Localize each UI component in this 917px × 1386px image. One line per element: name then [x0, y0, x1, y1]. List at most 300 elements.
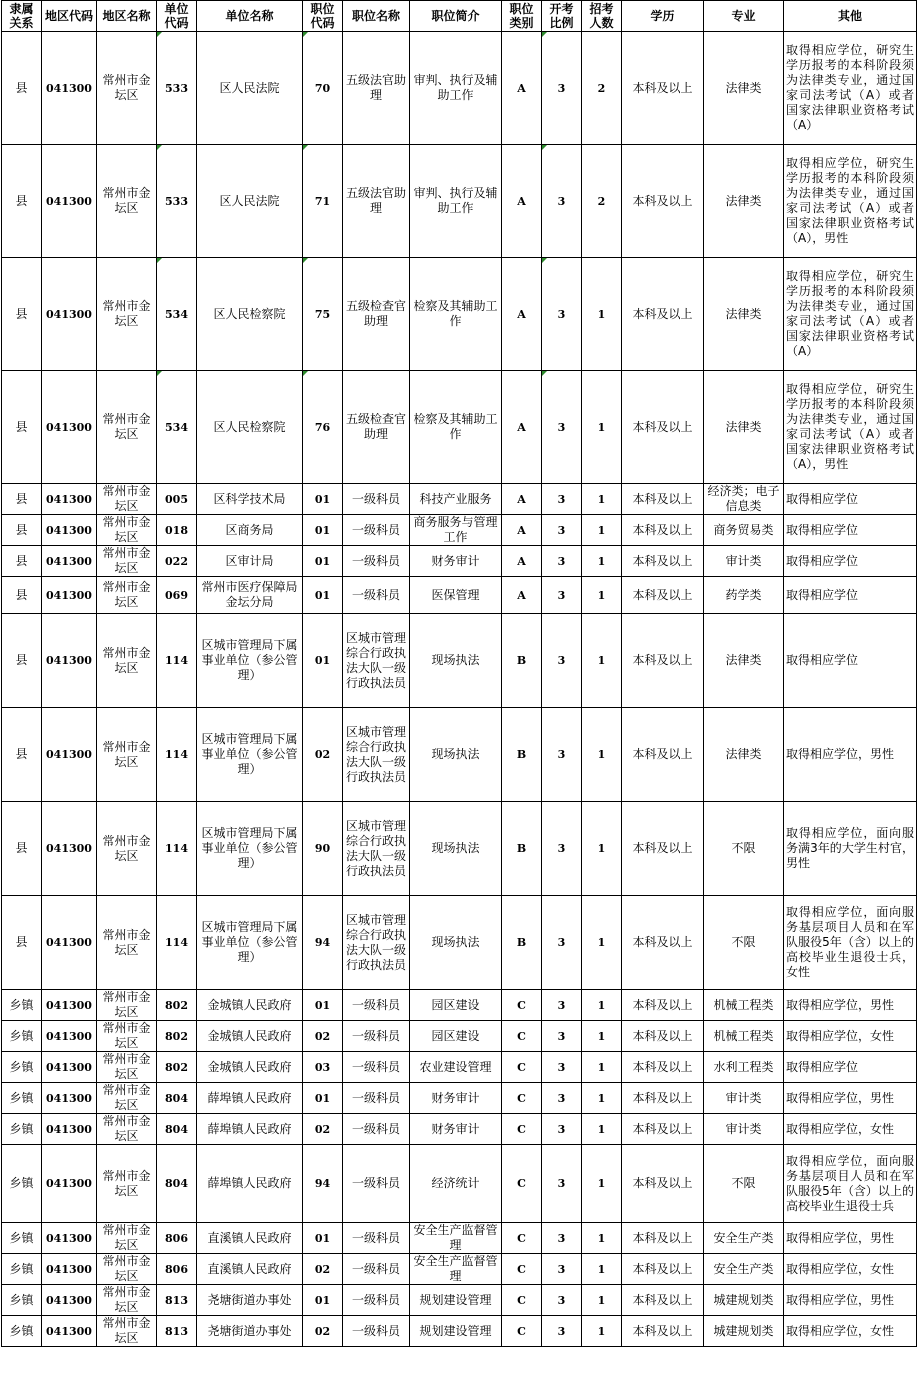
unit-name-cell: 区科学技术局 [197, 484, 303, 515]
area-name-cell: 常州市金坛区 [97, 546, 157, 577]
position-code-cell: 71 [303, 145, 343, 258]
other-requirements-cell: 取得相应学位，女性 [784, 1114, 917, 1145]
position-intro-cell: 农业建设管理 [410, 1052, 502, 1083]
major-cell: 机械工程类 [704, 990, 784, 1021]
area-code-cell: 041300 [42, 896, 97, 990]
unit-name-cell: 直溪镇人民政府 [197, 1223, 303, 1254]
ratio-cell: 3 [542, 371, 582, 484]
position-intro-cell: 医保管理 [410, 577, 502, 614]
relation-cell: 县 [2, 546, 42, 577]
other-requirements-cell: 取得相应学位，研究生学历报考的本科阶段须为法律类专业，通过国家司法考试（A）或者国家法律职业资格考试（A） [784, 32, 917, 145]
category-cell: C [502, 1021, 542, 1052]
position-code-cell: 02 [303, 1021, 343, 1052]
area-name-cell: 常州市金坛区 [97, 258, 157, 371]
other-requirements-cell: 取得相应学位，研究生学历报考的本科阶段须为法律类专业，通过国家司法考试（A）或者国家法律职业资格考试（A），男性 [784, 371, 917, 484]
position-name-cell: 一级科员 [343, 546, 410, 577]
relation-cell: 县 [2, 708, 42, 802]
ratio-cell: 3 [542, 708, 582, 802]
other-requirements-cell: 取得相应学位，男性 [784, 1083, 917, 1114]
major-cell: 机械工程类 [704, 1021, 784, 1052]
table-row [2, 371, 917, 484]
other-requirements-cell: 取得相应学位，面向服务基层项目人员和在军队服役5年（含）以上的高校毕业生退役士兵 [784, 1145, 917, 1223]
area-code-cell: 041300 [42, 1083, 97, 1114]
position-name-cell: 一级科员 [343, 1083, 410, 1114]
area-name-cell: 常州市金坛区 [97, 1145, 157, 1223]
area-name-cell: 常州市金坛区 [97, 32, 157, 145]
relation-cell: 乡镇 [2, 1021, 42, 1052]
category-cell: A [502, 515, 542, 546]
education-cell: 本科及以上 [622, 32, 704, 145]
category-cell: A [502, 371, 542, 484]
position-name-cell: 一级科员 [343, 1254, 410, 1285]
position-intro-cell: 现场执法 [410, 614, 502, 708]
table-row [2, 1083, 917, 1114]
ratio-cell: 3 [542, 1114, 582, 1145]
relation-cell: 乡镇 [2, 1083, 42, 1114]
table-row [2, 484, 917, 515]
education-cell: 本科及以上 [622, 990, 704, 1021]
table-row [2, 990, 917, 1021]
major-cell: 药学类 [704, 577, 784, 614]
education-cell: 本科及以上 [622, 577, 704, 614]
major-cell: 不限 [704, 802, 784, 896]
area-name-cell: 常州市金坛区 [97, 484, 157, 515]
position-intro-cell: 现场执法 [410, 802, 502, 896]
category-cell: C [502, 1285, 542, 1316]
major-cell: 法律类 [704, 614, 784, 708]
position-intro-cell: 现场执法 [410, 896, 502, 990]
area-name-cell: 常州市金坛区 [97, 1223, 157, 1254]
major-cell: 城建规划类 [704, 1285, 784, 1316]
unit-code-cell: 018 [157, 515, 197, 546]
unit-name-cell: 金城镇人民政府 [197, 1021, 303, 1052]
area-name-cell: 常州市金坛区 [97, 1316, 157, 1347]
unit-name-cell: 区城市管理局下属事业单位（参公管理） [197, 708, 303, 802]
category-cell: C [502, 990, 542, 1021]
position-name-cell: 区城市管理综合行政执法大队一级行政执法员 [343, 708, 410, 802]
area-name-cell: 常州市金坛区 [97, 614, 157, 708]
unit-code-cell: 804 [157, 1083, 197, 1114]
position-intro-cell: 园区建设 [410, 1021, 502, 1052]
relation-cell: 县 [2, 258, 42, 371]
position-name-cell: 区城市管理综合行政执法大队一级行政执法员 [343, 802, 410, 896]
other-requirements-cell: 取得相应学位，女性 [784, 1254, 917, 1285]
position-name-cell: 五级法官助理 [343, 145, 410, 258]
position-code-cell: 02 [303, 1316, 343, 1347]
unit-code-cell: 806 [157, 1223, 197, 1254]
category-cell: B [502, 708, 542, 802]
other-requirements-cell: 取得相应学位 [784, 577, 917, 614]
area-code-cell: 041300 [42, 1114, 97, 1145]
header-cell: 招考人数 [582, 1, 622, 32]
category-cell: C [502, 1114, 542, 1145]
header-row [2, 1, 917, 32]
relation-cell: 乡镇 [2, 1052, 42, 1083]
unit-code-cell: 114 [157, 708, 197, 802]
unit-code-cell: 022 [157, 546, 197, 577]
count-cell: 1 [582, 896, 622, 990]
education-cell: 本科及以上 [622, 258, 704, 371]
category-cell: C [502, 1254, 542, 1285]
position-code-cell: 02 [303, 1114, 343, 1145]
relation-cell: 县 [2, 577, 42, 614]
area-name-cell: 常州市金坛区 [97, 515, 157, 546]
education-cell: 本科及以上 [622, 1285, 704, 1316]
unit-name-cell: 区城市管理局下属事业单位（参公管理） [197, 896, 303, 990]
major-cell: 审计类 [704, 1083, 784, 1114]
ratio-cell: 3 [542, 577, 582, 614]
unit-name-cell: 区商务局 [197, 515, 303, 546]
header-cell: 地区名称 [97, 1, 157, 32]
count-cell: 2 [582, 32, 622, 145]
area-name-cell: 常州市金坛区 [97, 1083, 157, 1114]
position-intro-cell: 审判、执行及辅助工作 [410, 145, 502, 258]
area-name-cell: 常州市金坛区 [97, 708, 157, 802]
count-cell: 1 [582, 1052, 622, 1083]
table-row [2, 708, 917, 802]
count-cell: 1 [582, 258, 622, 371]
count-cell: 1 [582, 371, 622, 484]
header-cell: 学历 [622, 1, 704, 32]
unit-code-cell: 533 [157, 32, 197, 145]
position-code-cell: 94 [303, 1145, 343, 1223]
area-code-cell: 041300 [42, 1285, 97, 1316]
count-cell: 1 [582, 802, 622, 896]
area-code-cell: 041300 [42, 1223, 97, 1254]
other-requirements-cell: 取得相应学位，研究生学历报考的本科阶段须为法律类专业，通过国家司法考试（A）或者国家法律职业资格考试（A），男性 [784, 145, 917, 258]
ratio-cell: 3 [542, 1052, 582, 1083]
ratio-cell: 3 [542, 32, 582, 145]
header-cell: 隶属关系 [2, 1, 42, 32]
table-row [2, 145, 917, 258]
position-intro-cell: 财务审计 [410, 1114, 502, 1145]
position-code-cell: 01 [303, 990, 343, 1021]
category-cell: C [502, 1223, 542, 1254]
position-intro-cell: 安全生产监督管理 [410, 1223, 502, 1254]
category-cell: A [502, 258, 542, 371]
ratio-cell: 3 [542, 1223, 582, 1254]
count-cell: 1 [582, 577, 622, 614]
header-cell: 其他 [784, 1, 917, 32]
other-requirements-cell: 取得相应学位，女性 [784, 1021, 917, 1052]
area-code-cell: 041300 [42, 258, 97, 371]
relation-cell: 乡镇 [2, 1285, 42, 1316]
education-cell: 本科及以上 [622, 802, 704, 896]
count-cell: 1 [582, 614, 622, 708]
table-row [2, 614, 917, 708]
position-intro-cell: 商务服务与管理工作 [410, 515, 502, 546]
table-row [2, 896, 917, 990]
unit-code-cell: 114 [157, 802, 197, 896]
table-row [2, 546, 917, 577]
other-requirements-cell: 取得相应学位，女性 [784, 1316, 917, 1347]
other-requirements-cell: 取得相应学位，男性 [784, 708, 917, 802]
category-cell: A [502, 577, 542, 614]
major-cell: 法律类 [704, 371, 784, 484]
table-row [2, 1254, 917, 1285]
position-code-cell: 94 [303, 896, 343, 990]
position-name-cell: 五级检查官助理 [343, 258, 410, 371]
table-row [2, 1052, 917, 1083]
unit-name-cell: 区城市管理局下属事业单位（参公管理） [197, 802, 303, 896]
category-cell: B [502, 896, 542, 990]
header-cell: 开考比例 [542, 1, 582, 32]
unit-name-cell: 薛埠镇人民政府 [197, 1083, 303, 1114]
count-cell: 1 [582, 1254, 622, 1285]
area-name-cell: 常州市金坛区 [97, 1052, 157, 1083]
other-requirements-cell: 取得相应学位，男性 [784, 990, 917, 1021]
ratio-cell: 3 [542, 1254, 582, 1285]
count-cell: 1 [582, 546, 622, 577]
education-cell: 本科及以上 [622, 371, 704, 484]
relation-cell: 县 [2, 802, 42, 896]
major-cell: 商务贸易类 [704, 515, 784, 546]
area-code-cell: 041300 [42, 546, 97, 577]
education-cell: 本科及以上 [622, 1145, 704, 1223]
area-code-cell: 041300 [42, 371, 97, 484]
area-name-cell: 常州市金坛区 [97, 1114, 157, 1145]
header-cell: 职位简介 [410, 1, 502, 32]
position-name-cell: 一级科员 [343, 484, 410, 515]
major-cell: 法律类 [704, 708, 784, 802]
ratio-cell: 3 [542, 546, 582, 577]
ratio-cell: 3 [542, 990, 582, 1021]
area-code-cell: 041300 [42, 32, 97, 145]
position-code-cell: 90 [303, 802, 343, 896]
position-intro-cell: 规划建设管理 [410, 1316, 502, 1347]
relation-cell: 县 [2, 484, 42, 515]
category-cell: A [502, 145, 542, 258]
category-cell: C [502, 1316, 542, 1347]
major-cell: 不限 [704, 896, 784, 990]
area-code-cell: 041300 [42, 1254, 97, 1285]
education-cell: 本科及以上 [622, 1223, 704, 1254]
major-cell: 水利工程类 [704, 1052, 784, 1083]
other-requirements-cell: 取得相应学位，面向服务基层项目人员和在军队服役5年（含）以上的高校毕业生退役士兵，女性 [784, 896, 917, 990]
area-name-cell: 常州市金坛区 [97, 990, 157, 1021]
position-intro-cell: 检察及其辅助工作 [410, 371, 502, 484]
relation-cell: 县 [2, 896, 42, 990]
position-code-cell: 01 [303, 614, 343, 708]
unit-name-cell: 尧塘街道办事处 [197, 1316, 303, 1347]
count-cell: 1 [582, 1145, 622, 1223]
position-intro-cell: 检察及其辅助工作 [410, 258, 502, 371]
ratio-cell: 3 [542, 1285, 582, 1316]
unit-name-cell: 金城镇人民政府 [197, 990, 303, 1021]
relation-cell: 县 [2, 145, 42, 258]
area-code-cell: 041300 [42, 614, 97, 708]
other-requirements-cell: 取得相应学位 [784, 546, 917, 577]
position-intro-cell: 安全生产监督管理 [410, 1254, 502, 1285]
header-cell: 单位名称 [197, 1, 303, 32]
education-cell: 本科及以上 [622, 1083, 704, 1114]
ratio-cell: 3 [542, 1145, 582, 1223]
position-name-cell: 一级科员 [343, 577, 410, 614]
ratio-cell: 3 [542, 258, 582, 371]
category-cell: A [502, 32, 542, 145]
position-name-cell: 区城市管理综合行政执法大队一级行政执法员 [343, 896, 410, 990]
position-name-cell: 一级科员 [343, 515, 410, 546]
position-name-cell: 五级检查官助理 [343, 371, 410, 484]
ratio-cell: 3 [542, 1021, 582, 1052]
position-code-cell: 76 [303, 371, 343, 484]
relation-cell: 乡镇 [2, 1254, 42, 1285]
count-cell: 1 [582, 1285, 622, 1316]
relation-cell: 乡镇 [2, 1316, 42, 1347]
count-cell: 1 [582, 1021, 622, 1052]
position-code-cell: 01 [303, 1285, 343, 1316]
education-cell: 本科及以上 [622, 1114, 704, 1145]
unit-code-cell: 533 [157, 145, 197, 258]
position-code-cell: 02 [303, 1254, 343, 1285]
education-cell: 本科及以上 [622, 1052, 704, 1083]
count-cell: 1 [582, 708, 622, 802]
major-cell: 城建规划类 [704, 1316, 784, 1347]
unit-name-cell: 金城镇人民政府 [197, 1052, 303, 1083]
area-code-cell: 041300 [42, 515, 97, 546]
table-row [2, 1316, 917, 1347]
other-requirements-cell: 取得相应学位，面向服务满3年的大学生村官，男性 [784, 802, 917, 896]
other-requirements-cell: 取得相应学位 [784, 614, 917, 708]
unit-code-cell: 802 [157, 1052, 197, 1083]
major-cell: 法律类 [704, 258, 784, 371]
area-name-cell: 常州市金坛区 [97, 802, 157, 896]
area-name-cell: 常州市金坛区 [97, 896, 157, 990]
area-name-cell: 常州市金坛区 [97, 1254, 157, 1285]
position-intro-cell: 园区建设 [410, 990, 502, 1021]
count-cell: 1 [582, 1316, 622, 1347]
area-code-cell: 041300 [42, 145, 97, 258]
ratio-cell: 3 [542, 1316, 582, 1347]
position-code-cell: 01 [303, 546, 343, 577]
unit-code-cell: 114 [157, 896, 197, 990]
position-name-cell: 一级科员 [343, 1021, 410, 1052]
area-code-cell: 041300 [42, 577, 97, 614]
header-cell: 职位代码 [303, 1, 343, 32]
unit-code-cell: 802 [157, 1021, 197, 1052]
position-name-cell: 一级科员 [343, 1052, 410, 1083]
unit-name-cell: 区人民检察院 [197, 258, 303, 371]
category-cell: A [502, 484, 542, 515]
category-cell: B [502, 802, 542, 896]
relation-cell: 县 [2, 371, 42, 484]
relation-cell: 乡镇 [2, 1145, 42, 1223]
ratio-cell: 3 [542, 1083, 582, 1114]
ratio-cell: 3 [542, 484, 582, 515]
category-cell: C [502, 1052, 542, 1083]
other-requirements-cell: 取得相应学位，男性 [784, 1223, 917, 1254]
other-requirements-cell: 取得相应学位，男性 [784, 1285, 917, 1316]
ratio-cell: 3 [542, 802, 582, 896]
area-code-cell: 041300 [42, 1052, 97, 1083]
position-name-cell: 一级科员 [343, 1114, 410, 1145]
education-cell: 本科及以上 [622, 1254, 704, 1285]
count-cell: 1 [582, 1114, 622, 1145]
other-requirements-cell: 取得相应学位，研究生学历报考的本科阶段须为法律类专业，通过国家司法考试（A）或者国家法律职业资格考试（A） [784, 258, 917, 371]
position-name-cell: 一级科员 [343, 1285, 410, 1316]
position-name-cell: 区城市管理综合行政执法大队一级行政执法员 [343, 614, 410, 708]
position-intro-cell: 规划建设管理 [410, 1285, 502, 1316]
position-code-cell: 03 [303, 1052, 343, 1083]
area-code-cell: 041300 [42, 484, 97, 515]
unit-code-cell: 005 [157, 484, 197, 515]
unit-name-cell: 区人民检察院 [197, 371, 303, 484]
position-intro-cell: 现场执法 [410, 708, 502, 802]
major-cell: 法律类 [704, 32, 784, 145]
ratio-cell: 3 [542, 614, 582, 708]
category-cell: B [502, 614, 542, 708]
position-name-cell: 一级科员 [343, 1316, 410, 1347]
table-row [2, 1223, 917, 1254]
area-code-cell: 041300 [42, 990, 97, 1021]
position-name-cell: 五级法官助理 [343, 32, 410, 145]
area-name-cell: 常州市金坛区 [97, 577, 157, 614]
count-cell: 2 [582, 145, 622, 258]
table-row [2, 802, 917, 896]
major-cell: 审计类 [704, 1114, 784, 1145]
header-cell: 职位名称 [343, 1, 410, 32]
area-code-cell: 041300 [42, 802, 97, 896]
education-cell: 本科及以上 [622, 614, 704, 708]
table-row [2, 1145, 917, 1223]
table-row [2, 1021, 917, 1052]
relation-cell: 县 [2, 614, 42, 708]
table-row [2, 515, 917, 546]
position-code-cell: 02 [303, 708, 343, 802]
header-cell: 专业 [704, 1, 784, 32]
unit-code-cell: 114 [157, 614, 197, 708]
major-cell: 安全生产类 [704, 1254, 784, 1285]
position-intro-cell: 经济统计 [410, 1145, 502, 1223]
position-intro-cell: 审判、执行及辅助工作 [410, 32, 502, 145]
position-code-cell: 75 [303, 258, 343, 371]
ratio-cell: 3 [542, 896, 582, 990]
education-cell: 本科及以上 [622, 484, 704, 515]
header-cell: 职位类别 [502, 1, 542, 32]
area-name-cell: 常州市金坛区 [97, 1021, 157, 1052]
unit-name-cell: 薛埠镇人民政府 [197, 1114, 303, 1145]
education-cell: 本科及以上 [622, 546, 704, 577]
unit-code-cell: 534 [157, 258, 197, 371]
category-cell: C [502, 1083, 542, 1114]
major-cell: 经济类；电子信息类 [704, 484, 784, 515]
area-code-cell: 041300 [42, 708, 97, 802]
education-cell: 本科及以上 [622, 708, 704, 802]
ratio-cell: 3 [542, 145, 582, 258]
unit-name-cell: 区人民法院 [197, 32, 303, 145]
header-cell: 地区代码 [42, 1, 97, 32]
count-cell: 1 [582, 1083, 622, 1114]
unit-name-cell: 直溪镇人民政府 [197, 1254, 303, 1285]
count-cell: 1 [582, 515, 622, 546]
category-cell: C [502, 1145, 542, 1223]
unit-name-cell: 区审计局 [197, 546, 303, 577]
table-row [2, 1285, 917, 1316]
position-name-cell: 一级科员 [343, 990, 410, 1021]
education-cell: 本科及以上 [622, 1021, 704, 1052]
position-intro-cell: 科技产业服务 [410, 484, 502, 515]
unit-name-cell: 区人民法院 [197, 145, 303, 258]
recruitment-table [1, 0, 917, 1347]
unit-code-cell: 806 [157, 1254, 197, 1285]
unit-name-cell: 薛埠镇人民政府 [197, 1145, 303, 1223]
other-requirements-cell: 取得相应学位 [784, 515, 917, 546]
table-row [2, 577, 917, 614]
position-name-cell: 一级科员 [343, 1145, 410, 1223]
table-row [2, 32, 917, 145]
area-name-cell: 常州市金坛区 [97, 145, 157, 258]
header-cell: 单位代码 [157, 1, 197, 32]
